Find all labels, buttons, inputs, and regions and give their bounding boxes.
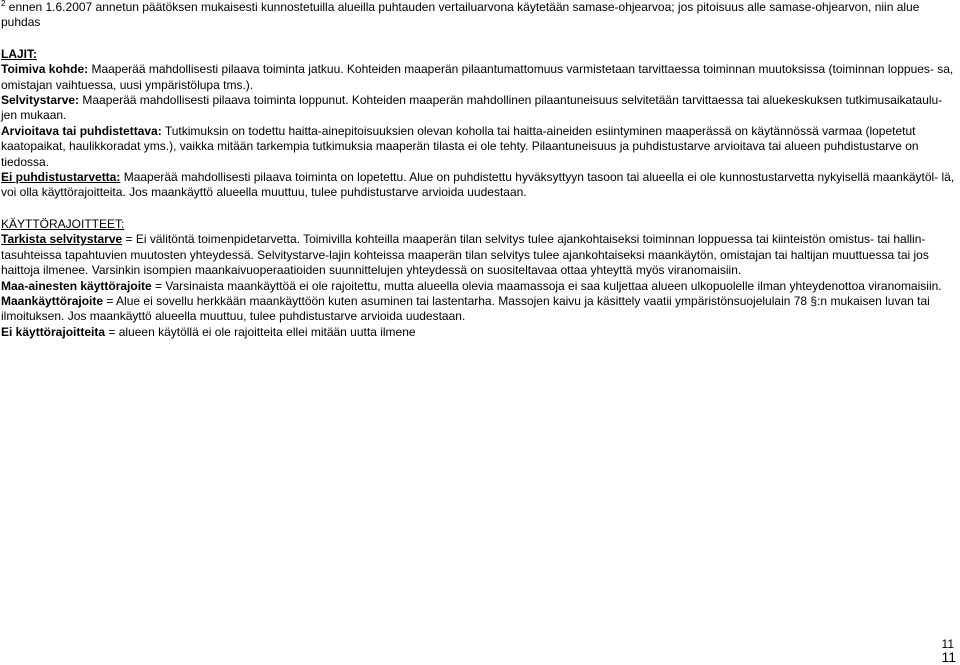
maankaytto-label: Maankäyttörajoite <box>1 293 104 308</box>
ei-puhdistustarvetta-label: Ei puhdistustarvetta: <box>1 170 121 185</box>
kr-maankaytto <box>1 294 957 325</box>
document-body <box>1 0 957 340</box>
kr-ei-kayttorajoitteita <box>1 325 957 340</box>
lajit-ei-puhdistustarvetta <box>1 170 957 201</box>
lajit-toimiva <box>1 62 957 93</box>
maa-ainesten-label: Maa-ainesten käyttörajoite <box>1 278 152 293</box>
lajit-selvitystarve <box>1 93 957 124</box>
tarkista-label: Tarkista selvitystarve <box>1 232 123 247</box>
tarkista-text: = Ei välitöntä toimenpidetarvetta. Toimivilla kohteilla maaperän tilan selvitys tulee ajankohtaiseksi toiminnan loppuessa tai kiinteistön omistus- tai hallin- tasuhteissa tapahtuvien muutosten yhteydessä. Selvitystarve-lajin kohteissa maaperän tilan selvitys tulee ajankohtaiseksi maankäytön, omistajan tai haltijan muuttuessa tai jos haittoja ilmenee. Varsinkin isompien maankaivuoperaatioiden suunnittelujen yhteydessä on suositeltavaa ottaa yhteyttä myös viranomaisiin. <box>1 232 929 278</box>
lajit-heading <box>1 47 957 62</box>
spacer <box>1 201 957 217</box>
kayttorajoitteet-heading-text: KÄYTTÖRAJOITTEET: <box>1 216 125 231</box>
lajit-arvioitava <box>1 124 957 170</box>
toimiva-text: Maaperää mahdollisesti pilaava toiminta jatkuu. Kohteiden maaperän pilaantumattomuus varmistetaan tarvittaessa toiminnan muutoksissa (toiminnan loppues- sa, omistajan vaihtuessa, uusi ympäristölupa tms.). <box>1 62 954 92</box>
toimiva-label: Toimiva kohde: <box>1 62 89 77</box>
page-number: 11 <box>941 649 956 665</box>
arvioitava-label: Arvioitava tai puhdistettava: <box>1 123 162 138</box>
selvitystarve-label: Selvitystarve: <box>1 93 80 108</box>
kr-maa-ainesten <box>1 279 957 294</box>
ei-kayttorajoitteita-label: Ei käyttörajoitteita <box>1 324 106 339</box>
footnote-number: 2 <box>1 0 6 8</box>
maankaytto-text: = Alue ei sovellu herkkään maankäyttöön kuten asuminen tai lastentarha. Massojen kaivu ja käsittely vaatii ympäristönsuojelulain 78 §:n mukaisen luvan tai ilmoituksen. Jos maankäyttö alueella muuttuu, tulee puhdistustarve arvioida uudestaan. <box>1 293 930 324</box>
ei-kayttorajoitteita-text: = alueen käytöllä ei ole rajoitteita ellei mitään uutta ilmene <box>105 324 416 339</box>
footnote <box>1 0 957 31</box>
spacer <box>1 31 957 47</box>
side-number: 11 <box>941 637 954 651</box>
ei-puhdistustarvetta-text: Maaperää mahdollisesti pilaava toiminta on lopetettu. Alue on puhdistettu hyväksyttyyn tasoon tai alueella ei ole kunnostustarvetta nykyisellä maankäytöl- lä, voi olla käyttörajoitteita. Jos maankäyttö alueella muuttuu, tulee puhdistustarve arvioida uudestaan. <box>1 170 955 200</box>
kayttorajoitteet-heading <box>1 217 957 232</box>
lajit-heading-text: LAJIT: <box>1 46 37 61</box>
footnote-text: ennen 1.6.2007 annetun päätöksen mukaisesti kunnostetuilla alueilla puhtauden vertailuarvona käytetään samase-ohjearvoa; jos pitoisuus alle samase-ohjearvon, niin alue puhdas <box>1 0 920 30</box>
selvitystarve-text: Maaperää mahdollisesti pilaava toiminta loppunut. Kohteiden maaperän mahdollinen pilaantuneisuus selvitetään tarvittaessa tai aluekeskuksen tutkimusaikataulu- jen mukaan. <box>1 93 943 123</box>
maa-ainesten-text: = Varsinaista maankäyttöä ei ole rajoitettu, mutta alueella olevia maamassoja ei saa kuljettaa alueen ulkopuolelle ilman yhteydenottoa viranomaisiin. <box>151 278 942 293</box>
arvioitava-text: Tutkimuksin on todettu haitta-ainepitoisuuksien olevan koholla tai haitta-aineiden esiintyminen maaperässä on käytännössä varmaa (lopetetut kaatopaikat, haulikkoradat yms.), vaikka mitään tarkempia tutkimuksia maaperän tilasta ei ole tehty. Pilaantuneisuus ja puhdistustarve arvioitava tai alueen puhdistustarve on tiedossa. <box>1 123 919 169</box>
kr-tarkista <box>1 232 957 278</box>
